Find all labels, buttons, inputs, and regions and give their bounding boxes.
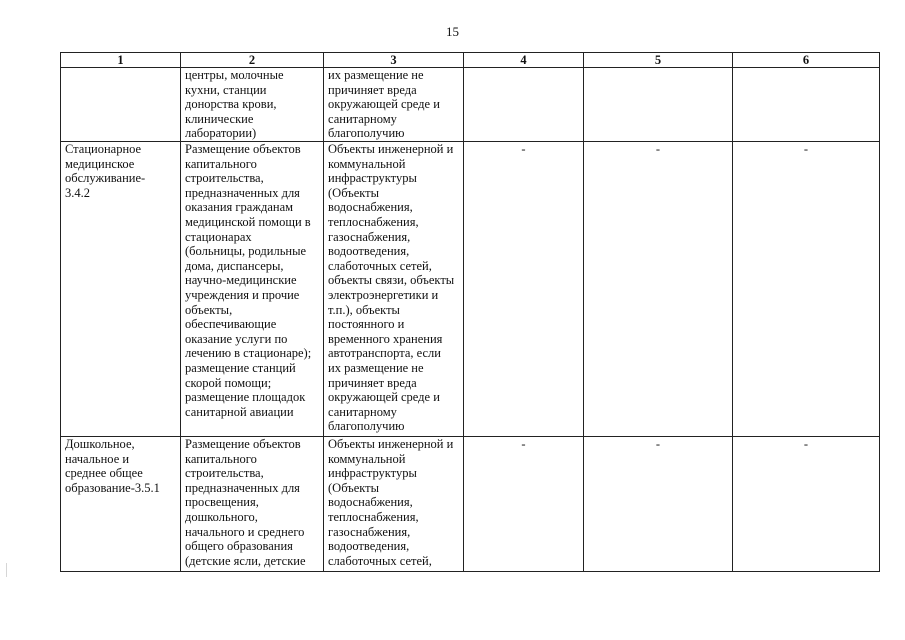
column-4-cell: - [464, 437, 584, 572]
use-description-cell: центры, молочные кухни, станции донорства крови, клинические лаборатории) [181, 68, 324, 142]
table-row [61, 437, 880, 572]
column-header-6: 6 [733, 53, 880, 68]
column-6-cell: - [733, 437, 880, 572]
column-5-cell: - [584, 142, 733, 437]
column-header-4: 4 [464, 53, 584, 68]
column-4-cell: - [464, 142, 584, 437]
column-5-cell: - [584, 437, 733, 572]
auxiliary-objects-cell: Объекты инженерной и коммунальной инфраструктуры (Объекты водоснабжения, теплоснабжения, газоснабжения, водоотведения, слаботочных сетей, [324, 437, 464, 572]
column-5-cell [584, 68, 733, 142]
use-description-cell: Размещение объектов капитального строительства, предназначенных для просвещения, дошкольного, начального и среднего общего образования (детские ясли, детские [181, 437, 324, 572]
auxiliary-objects-cell: их размещение не причиняет вреда окружающей среде и санитарному благополучию [324, 68, 464, 142]
column-header-1: 1 [61, 53, 181, 68]
column-header-2: 2 [181, 53, 324, 68]
page-number: 15 [446, 24, 459, 39]
table-row [61, 142, 880, 437]
use-type-cell [61, 68, 181, 142]
column-4-cell [464, 68, 584, 142]
column-6-cell: - [733, 142, 880, 437]
use-type-cell: Дошкольное, начальное и среднее общее образование-3.5.1 [61, 437, 181, 572]
use-description-cell: Размещение объектов капитального строительства, предназначенных для оказания гражданам медицинской помощи в стационарах (больницы, родильные дома, диспансеры, научно-медицинские учреждения и прочие объекты, обеспечивающие оказание услуги по лечению в стационаре); размещение станций скорой помощи; размещение площадок санитарной авиации [181, 142, 324, 437]
column-header-5: 5 [584, 53, 733, 68]
zoning-table [60, 52, 880, 572]
column-header-3: 3 [324, 53, 464, 68]
scan-margin-mark [6, 563, 13, 577]
table-header-row [61, 53, 880, 68]
column-6-cell [733, 68, 880, 142]
auxiliary-objects-cell: Объекты инженерной и коммунальной инфраструктуры (Объекты водоснабжения, теплоснабжения, газоснабжения, водоотведения, слаботочных сетей, объекты связи, объекты электроэнергетики и т.п.), объекты постоянного и временного хранения автотранспорта, если их размещение не причиняет вреда окружающей среде и санитарному благополучию [324, 142, 464, 437]
use-type-cell: Стационарное медицинское обслуживание- 3.4.2 [61, 142, 181, 437]
table-row [61, 68, 880, 142]
